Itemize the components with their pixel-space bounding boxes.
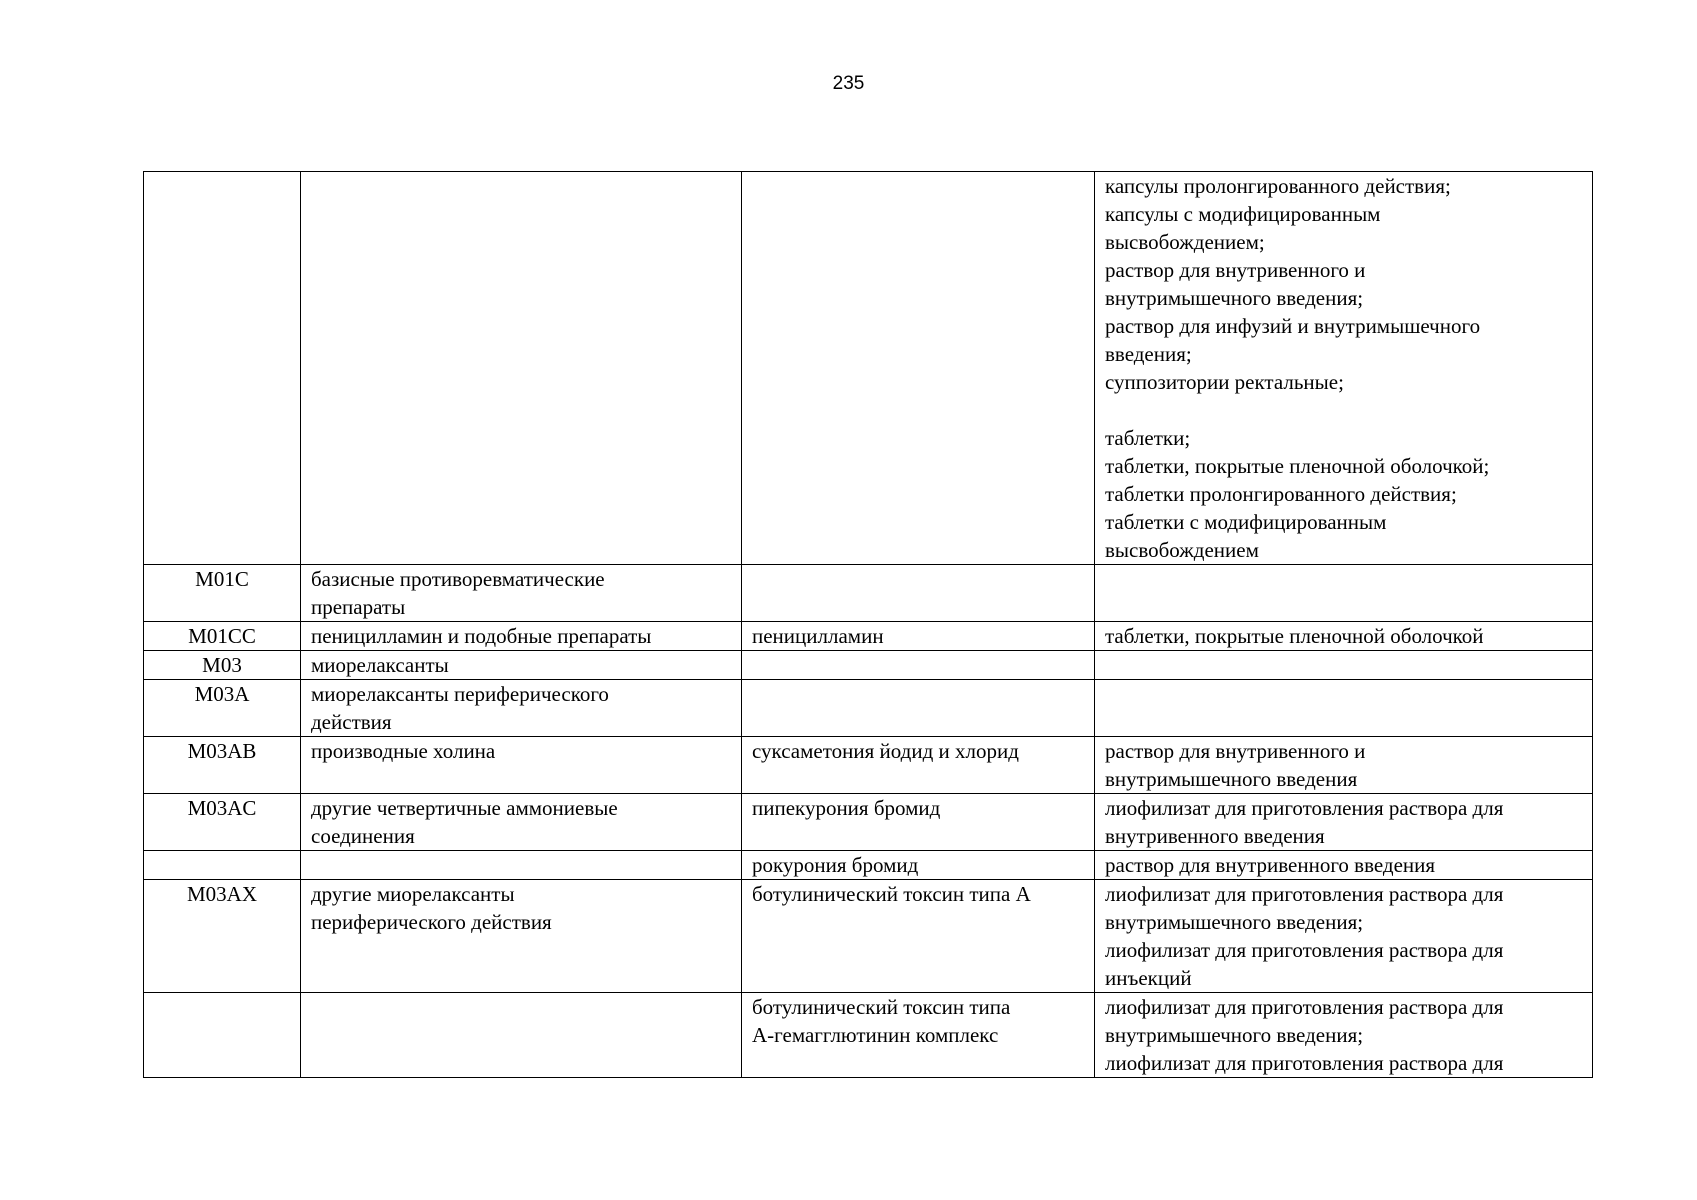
table-row	[144, 622, 1593, 651]
cell-text-line: введения;	[1105, 342, 1192, 366]
cell-text-line: M03AX	[186, 882, 257, 906]
drug-name-cell	[742, 737, 1095, 794]
atc-code-cell	[144, 794, 301, 851]
cell-text-line: миорелаксанты	[311, 653, 449, 677]
cell-text-line: соединения	[311, 824, 415, 848]
cell-text-line: внутримышечного введения;	[1105, 1023, 1364, 1047]
cell-text-line: таблетки;	[1105, 426, 1191, 450]
cell-text-line: пеницилламин и подобные препараты	[311, 624, 652, 648]
anatomical-group-cell	[301, 651, 742, 680]
cell-text-line: миорелаксанты периферического	[311, 682, 609, 706]
cell-text-line: действия	[311, 710, 392, 734]
cell-text-line: лиофилизат для приготовления раствора для	[1105, 938, 1504, 962]
table-row	[144, 880, 1593, 993]
dosage-forms-cell	[1095, 680, 1593, 737]
cell-text-line: пеницилламин	[752, 624, 884, 648]
cell-text-line: рокурония бромид	[752, 853, 919, 877]
cell-text-line: A-гемагглютинин комплекс	[752, 1023, 999, 1047]
anatomical-group-cell	[301, 172, 742, 565]
cell-text-line: внутримышечного введения;	[1105, 286, 1364, 310]
drug-name-cell	[742, 172, 1095, 565]
cell-text-line: M03AC	[187, 796, 257, 820]
drug-name-cell	[742, 851, 1095, 880]
cell-text-line: раствор для внутривенного и	[1105, 258, 1366, 282]
drug-table	[143, 171, 1593, 1078]
cell-text-line: M03	[202, 653, 242, 677]
table-row	[144, 794, 1593, 851]
anatomical-group-cell	[301, 880, 742, 993]
cell-text-line: внутримышечного введения	[1105, 767, 1358, 791]
atc-code-cell	[144, 651, 301, 680]
cell-text-line: суксаметония йодид и хлорид	[752, 739, 1019, 763]
drug-name-cell	[742, 680, 1095, 737]
cell-text-line: суппозитории ректальные;	[1105, 370, 1344, 394]
anatomical-group-cell	[301, 794, 742, 851]
dosage-forms-cell	[1095, 622, 1593, 651]
cell-text-line: M01CC	[188, 624, 256, 648]
anatomical-group-cell	[301, 737, 742, 794]
cell-text-line: M03A	[194, 682, 250, 706]
atc-code-cell	[144, 993, 301, 1078]
cell-text-line: M03AB	[187, 739, 257, 763]
cell-text-line: таблетки с модифицированным	[1105, 510, 1387, 534]
drug-name-cell	[742, 622, 1095, 651]
dosage-forms-cell	[1095, 172, 1593, 565]
atc-code-cell	[144, 880, 301, 993]
dosage-forms-cell	[1095, 737, 1593, 794]
cell-text-line: раствор для внутривенного и	[1105, 739, 1366, 763]
drug-name-cell	[742, 880, 1095, 993]
table-row	[144, 565, 1593, 622]
atc-code-cell	[144, 622, 301, 651]
atc-code-cell	[144, 172, 301, 565]
cell-text-line: производные холина	[311, 739, 496, 763]
anatomical-group-cell	[301, 622, 742, 651]
anatomical-group-cell	[301, 680, 742, 737]
cell-text-line: внутривенного введения	[1105, 824, 1325, 848]
table-row	[144, 651, 1593, 680]
anatomical-group-cell	[301, 565, 742, 622]
dosage-forms-cell	[1095, 651, 1593, 680]
dosage-forms-cell	[1095, 993, 1593, 1078]
cell-text-line: другие четвертичные аммониевые	[311, 796, 618, 820]
table-body	[144, 172, 1593, 1078]
cell-text-line: лиофилизат для приготовления раствора для	[1105, 1051, 1504, 1075]
cell-text-line: раствор для инфузий и внутримышечного	[1105, 314, 1481, 338]
dosage-forms-cell	[1095, 565, 1593, 622]
cell-text-line: другие миорелаксанты	[311, 882, 515, 906]
cell-text-line: лиофилизат для приготовления раствора для	[1105, 796, 1504, 820]
cell-text-line: лиофилизат для приготовления раствора для	[1105, 995, 1504, 1019]
cell-text-line: препараты	[311, 595, 406, 619]
drug-name-cell	[742, 651, 1095, 680]
dosage-forms-cell	[1095, 880, 1593, 993]
cell-text-line: высвобождением	[1105, 538, 1259, 562]
anatomical-group-cell	[301, 851, 742, 880]
dosage-forms-cell	[1095, 851, 1593, 880]
cell-text-line	[1105, 396, 1582, 424]
page-number: 235	[832, 73, 865, 94]
drug-name-cell	[742, 794, 1095, 851]
table-row	[144, 993, 1593, 1078]
anatomical-group-cell	[301, 993, 742, 1078]
cell-text-line: таблетки, покрытые пленочной оболочкой;	[1105, 454, 1490, 478]
atc-code-cell	[144, 737, 301, 794]
cell-text-line: таблетки пролонгированного действия;	[1105, 482, 1457, 506]
cell-text-line: M01C	[195, 567, 249, 591]
table-row	[144, 172, 1593, 565]
atc-code-cell	[144, 851, 301, 880]
cell-text-line: внутримышечного введения;	[1105, 910, 1364, 934]
atc-code-cell	[144, 680, 301, 737]
cell-text-line: периферического действия	[311, 910, 552, 934]
drug-name-cell	[742, 993, 1095, 1078]
cell-text-line: пипекурония бромид	[752, 796, 941, 820]
cell-text-line: лиофилизат для приготовления раствора для	[1105, 882, 1504, 906]
cell-text-line: ботулинический токсин типа	[752, 995, 1011, 1019]
cell-text-line: таблетки, покрытые пленочной оболочкой	[1105, 624, 1484, 648]
drug-name-cell	[742, 565, 1095, 622]
table-row	[144, 737, 1593, 794]
table-row	[144, 680, 1593, 737]
atc-code-cell	[144, 565, 301, 622]
cell-text-line: инъекций	[1105, 966, 1192, 990]
cell-text-line: капсулы пролонгированного действия;	[1105, 174, 1451, 198]
table-row	[144, 851, 1593, 880]
cell-text-line: высвобождением;	[1105, 230, 1265, 254]
dosage-forms-cell	[1095, 794, 1593, 851]
cell-text-line: раствор для внутривенного введения	[1105, 853, 1436, 877]
cell-text-line: капсулы с модифицированным	[1105, 202, 1381, 226]
cell-text-line: базисные противоревматические	[311, 567, 605, 591]
cell-text-line: ботулинический токсин типа A	[752, 882, 1031, 906]
